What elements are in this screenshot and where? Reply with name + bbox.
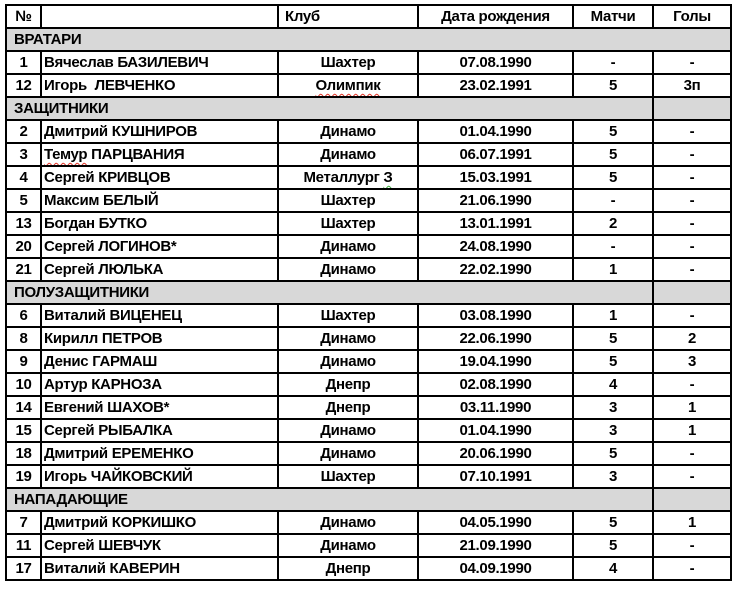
- player-name: Сергей ЛЮЛЬКА: [41, 258, 278, 281]
- player-row: [6, 189, 731, 212]
- player-club: Динамо: [278, 143, 418, 166]
- player-number: 6: [6, 304, 41, 327]
- player-number: 8: [6, 327, 41, 350]
- player-number: 15: [6, 419, 41, 442]
- player-number: 13: [6, 212, 41, 235]
- player-birth-date: 21.06.1990: [418, 189, 573, 212]
- player-name: Темур ПАРЦВАНИЯ: [41, 143, 278, 166]
- section-title: НАПАДАЮЩИЕ: [6, 488, 653, 511]
- player-matches: 5: [573, 143, 653, 166]
- player-matches: 3: [573, 419, 653, 442]
- player-birth-date: 24.08.1990: [418, 235, 573, 258]
- player-goals: -: [653, 373, 731, 396]
- player-name: Игорь ЧАЙКОВСКИЙ: [41, 465, 278, 488]
- player-number: 11: [6, 534, 41, 557]
- section-empty-goals-cell: [653, 488, 731, 511]
- player-club: Динамо: [278, 419, 418, 442]
- player-goals: -: [653, 120, 731, 143]
- player-goals: -: [653, 166, 731, 189]
- player-birth-date: 23.02.1991: [418, 74, 573, 97]
- player-birth-date: 20.06.1990: [418, 442, 573, 465]
- player-birth-date: 21.09.1990: [418, 534, 573, 557]
- player-row: [6, 212, 731, 235]
- player-birth-date: 06.07.1991: [418, 143, 573, 166]
- squad-roster-table: [5, 4, 732, 581]
- player-row: [6, 74, 731, 97]
- player-number: 5: [6, 189, 41, 212]
- player-goals: -: [653, 51, 731, 74]
- player-goals: 2: [653, 327, 731, 350]
- player-birth-date: 03.08.1990: [418, 304, 573, 327]
- player-name: Игорь ЛЕВЧЕНКО: [41, 74, 278, 97]
- player-goals: -: [653, 442, 731, 465]
- player-name: Дмитрий КУШНИРОВ: [41, 120, 278, 143]
- player-name: Денис ГАРМАШ: [41, 350, 278, 373]
- player-number: 9: [6, 350, 41, 373]
- player-name: Богдан БУТКО: [41, 212, 278, 235]
- player-goals: -: [653, 534, 731, 557]
- section-empty-goals-cell: [653, 97, 731, 120]
- column-header-matches: Матчи: [573, 5, 653, 28]
- player-name: Сергей КРИВЦОВ: [41, 166, 278, 189]
- player-club: Шахтер: [278, 212, 418, 235]
- player-row: [6, 442, 731, 465]
- section-row: [6, 97, 731, 120]
- player-number: 19: [6, 465, 41, 488]
- player-club: Динамо: [278, 534, 418, 557]
- player-club: Шахтер: [278, 304, 418, 327]
- player-club: Металлург З: [278, 166, 418, 189]
- player-goals: -: [653, 465, 731, 488]
- section-row: [6, 488, 731, 511]
- player-birth-date: 07.08.1990: [418, 51, 573, 74]
- player-number: 7: [6, 511, 41, 534]
- player-goals: -: [653, 304, 731, 327]
- player-club: Шахтер: [278, 465, 418, 488]
- player-birth-date: 01.04.1990: [418, 419, 573, 442]
- player-number: 20: [6, 235, 41, 258]
- section-empty-goals-cell: [653, 281, 731, 304]
- player-club: Динамо: [278, 258, 418, 281]
- player-name: Сергей ШЕВЧУК: [41, 534, 278, 557]
- player-matches: 5: [573, 442, 653, 465]
- player-name: Виталий ВИЦЕНЕЦ: [41, 304, 278, 327]
- section-title: ПОЛУЗАЩИТНИКИ: [6, 281, 653, 304]
- roster-body: [6, 28, 731, 580]
- player-row: [6, 373, 731, 396]
- player-birth-date: 07.10.1991: [418, 465, 573, 488]
- player-matches: 3: [573, 465, 653, 488]
- header-row: [6, 5, 731, 28]
- player-name: Сергей ЛОГИНОВ*: [41, 235, 278, 258]
- player-matches: 2: [573, 212, 653, 235]
- column-header-name: [41, 5, 278, 28]
- player-number: 12: [6, 74, 41, 97]
- player-matches: 4: [573, 557, 653, 580]
- player-row: [6, 396, 731, 419]
- player-name: Дмитрий КОРКИШКО: [41, 511, 278, 534]
- player-goals: 1: [653, 396, 731, 419]
- player-row: [6, 51, 731, 74]
- player-birth-date: 22.06.1990: [418, 327, 573, 350]
- player-row: [6, 557, 731, 580]
- player-birth-date: 03.11.1990: [418, 396, 573, 419]
- player-row: [6, 419, 731, 442]
- player-name: Кирилл ПЕТРОВ: [41, 327, 278, 350]
- player-goals: 3п: [653, 74, 731, 97]
- player-row: [6, 304, 731, 327]
- player-name: Артур КАРНОЗА: [41, 373, 278, 396]
- player-goals: -: [653, 258, 731, 281]
- column-header-birth-date: Дата рождения: [418, 5, 573, 28]
- player-name: Дмитрий ЕРЕМЕНКО: [41, 442, 278, 465]
- player-row: [6, 465, 731, 488]
- player-name: Виталий КАВЕРИН: [41, 557, 278, 580]
- player-club: Шахтер: [278, 189, 418, 212]
- player-birth-date: 15.03.1991: [418, 166, 573, 189]
- section-title: ЗАЩИТНИКИ: [6, 97, 653, 120]
- section-row: [6, 281, 731, 304]
- player-matches: 5: [573, 166, 653, 189]
- player-club: Шахтер: [278, 51, 418, 74]
- player-club: Днепр: [278, 557, 418, 580]
- player-matches: 5: [573, 327, 653, 350]
- player-birth-date: 13.01.1991: [418, 212, 573, 235]
- player-club: Днепр: [278, 373, 418, 396]
- player-number: 10: [6, 373, 41, 396]
- player-goals: 3: [653, 350, 731, 373]
- player-name: Вячеслав БАЗИЛЕВИЧ: [41, 51, 278, 74]
- spellcheck-underline: Олимпик: [315, 77, 381, 94]
- player-club: Динамо: [278, 511, 418, 534]
- player-row: [6, 235, 731, 258]
- player-row: [6, 534, 731, 557]
- player-name: Сергей РЫБАЛКА: [41, 419, 278, 442]
- section-row: [6, 28, 731, 51]
- grammar-underline: З: [383, 169, 393, 186]
- player-birth-date: 04.09.1990: [418, 557, 573, 580]
- player-row: [6, 327, 731, 350]
- player-name: Максим БЕЛЫЙ: [41, 189, 278, 212]
- player-matches: 4: [573, 373, 653, 396]
- player-matches: -: [573, 189, 653, 212]
- player-goals: -: [653, 212, 731, 235]
- player-row: [6, 166, 731, 189]
- player-name: Евгений ШАХОВ*: [41, 396, 278, 419]
- player-club: Динамо: [278, 327, 418, 350]
- player-row: [6, 258, 731, 281]
- spellcheck-underline: Темур: [44, 146, 88, 163]
- player-number: 1: [6, 51, 41, 74]
- player-birth-date: 22.02.1990: [418, 258, 573, 281]
- player-number: 14: [6, 396, 41, 419]
- player-number: 3: [6, 143, 41, 166]
- player-matches: 5: [573, 350, 653, 373]
- player-goals: -: [653, 557, 731, 580]
- player-club: Динамо: [278, 442, 418, 465]
- player-birth-date: 04.05.1990: [418, 511, 573, 534]
- player-goals: -: [653, 235, 731, 258]
- player-goals: -: [653, 143, 731, 166]
- player-birth-date: 02.08.1990: [418, 373, 573, 396]
- player-matches: -: [573, 51, 653, 74]
- player-matches: -: [573, 235, 653, 258]
- player-row: [6, 350, 731, 373]
- player-club: [278, 74, 418, 97]
- player-row: [6, 143, 731, 166]
- player-number: 17: [6, 557, 41, 580]
- section-title: ВРАТАРИ: [6, 28, 731, 51]
- player-matches: 5: [573, 120, 653, 143]
- player-birth-date: 19.04.1990: [418, 350, 573, 373]
- player-matches: 5: [573, 74, 653, 97]
- player-birth-date: 01.04.1990: [418, 120, 573, 143]
- player-number: 2: [6, 120, 41, 143]
- player-matches: 1: [573, 258, 653, 281]
- player-club: Динамо: [278, 350, 418, 373]
- player-matches: 1: [573, 304, 653, 327]
- column-header-number: №: [6, 5, 41, 28]
- player-club: Динамо: [278, 235, 418, 258]
- player-matches: 5: [573, 534, 653, 557]
- column-header-goals: Голы: [653, 5, 731, 28]
- player-goals: -: [653, 189, 731, 212]
- player-goals: 1: [653, 419, 731, 442]
- player-number: 4: [6, 166, 41, 189]
- player-matches: 5: [573, 511, 653, 534]
- player-row: [6, 511, 731, 534]
- player-matches: 3: [573, 396, 653, 419]
- player-club: Динамо: [278, 120, 418, 143]
- player-goals: 1: [653, 511, 731, 534]
- player-number: 21: [6, 258, 41, 281]
- player-number: 18: [6, 442, 41, 465]
- player-row: [6, 120, 731, 143]
- player-club: Днепр: [278, 396, 418, 419]
- column-header-club: Клуб: [278, 5, 418, 28]
